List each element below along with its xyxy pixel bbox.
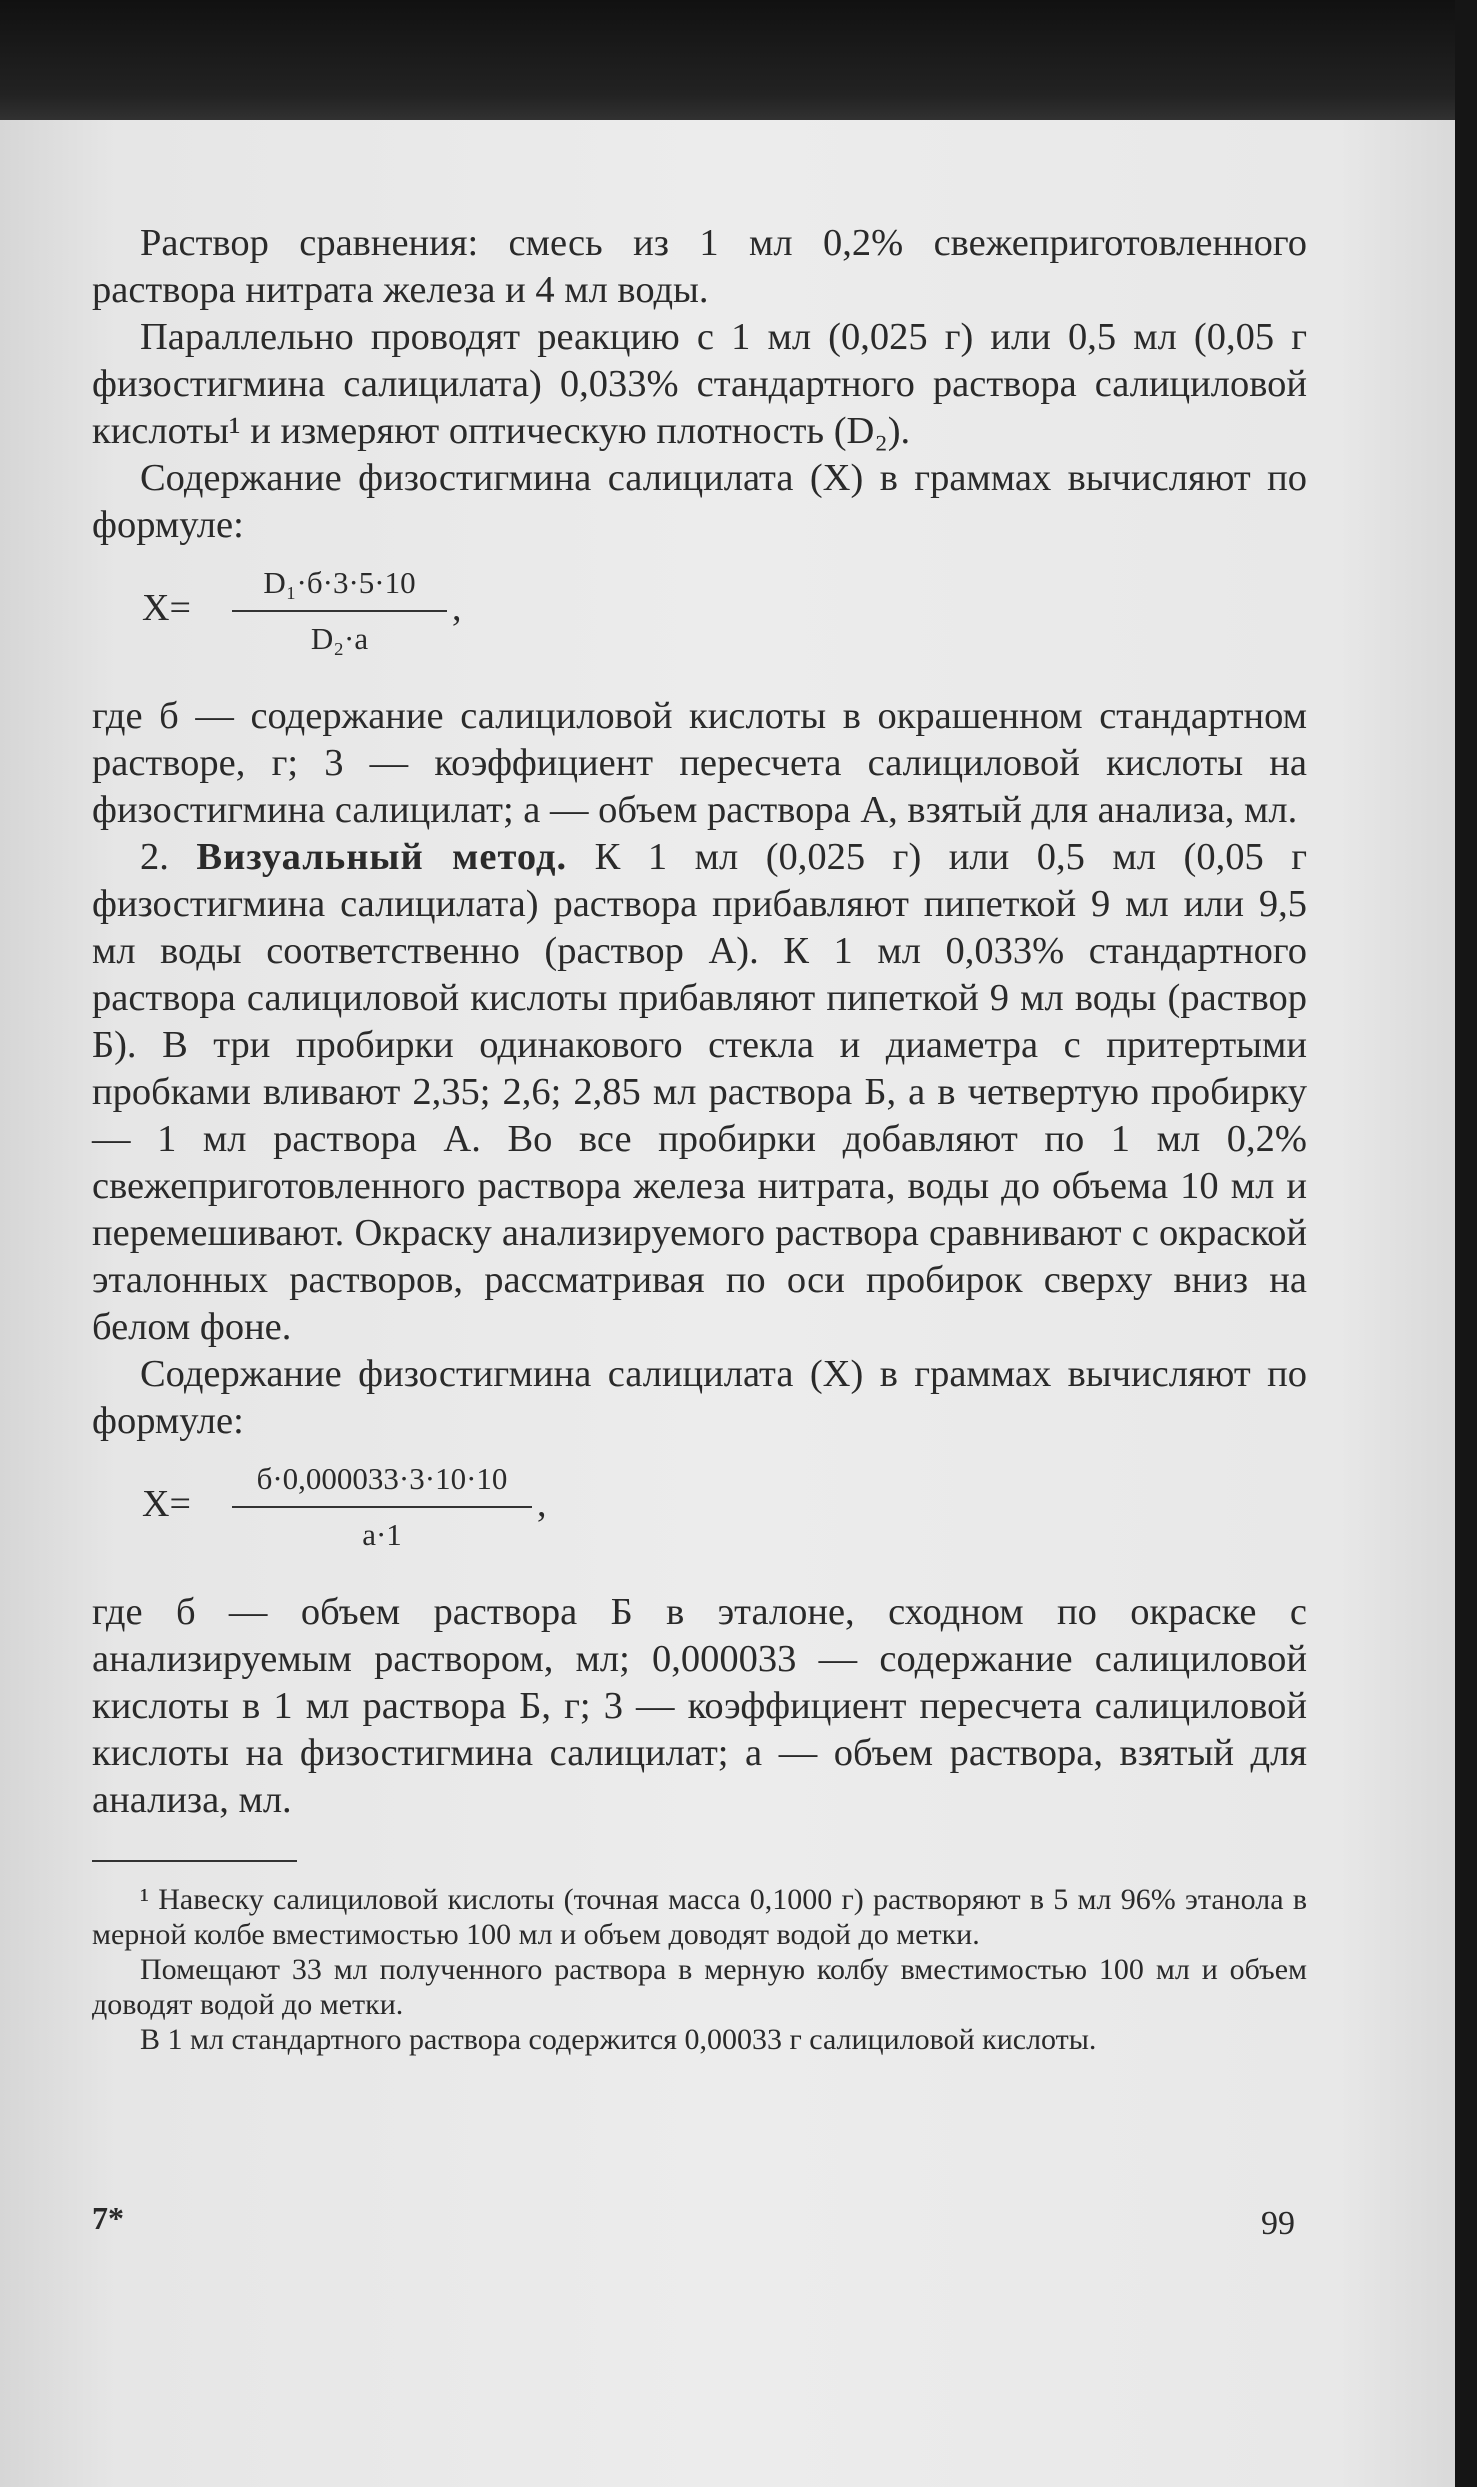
paragraph-formula-2-legend: где б — объем раствора Б в эталоне, сходном по окраске с анализируемым раствором, мл; 0,000033 — содержание салициловой кислоты в 1 мл раствора Б, г; 3 — коэффициент пересчета салициловой кислоты на физостигмина салицилат; а — объем раствора, взятый для анализа, мл. xyxy=(92,1591,1307,1821)
paragraph-reference-solution: Раствор сравнения: смесь из 1 мл 0,2% свежеприготовленного раствора нитрата железа и 4 мл воды. xyxy=(92,222,1307,311)
formula-2-comma: , xyxy=(537,1483,547,1525)
scan-border-top xyxy=(0,0,1477,135)
section-heading: Визуальный метод. xyxy=(196,836,568,878)
paragraph-visual-method xyxy=(92,834,1307,1351)
formula-2-denominator: a·1 xyxy=(362,1517,402,1552)
formula-2-numerator: б·0,000033·3·10·10 xyxy=(232,1455,532,1508)
section-number: 2. xyxy=(140,836,197,878)
book-page xyxy=(0,120,1455,2487)
paragraph-parallel-reaction: Параллельно проводят реакцию с 1 мл (0,025 г) или 0,5 мл (0,05 г физостигмина салицилата) 0,033% стандартного раствора салициловой кислоты¹ и измеряют оптическую плотность (D₂). xyxy=(92,316,1307,452)
formula-2 xyxy=(92,1447,1307,1567)
footnote-divider xyxy=(92,1860,297,1862)
section-text: К 1 мл (0,025 г) или 0,5 мл (0,05 г физостигмина салицилата) раствора прибавляют пипеткой 9 мл или 9,5 мл воды соответственно (раствор А). К 1 мл 0,033% стандартного раствора салициловой кислоты прибавляют пипеткой 9 мл воды (раствор Б). В три пробирки одинакового стекла и диаметра с притертыми пробками вливают 2,35; 2,6; 2,85 мл раствора Б, а в четвертую пробирку — 1 мл раствора А. Во все пробирки добавляют по 1 мл 0,2% свежеприготовленного раствора железа нитрата, воды до объема 10 мл и перемешивают. Окраску анализируемого раствора сравнивают с окраской эталонных растворов, рассматривая по оси пробирок сверху вниз на белом фоне. xyxy=(92,836,1308,1348)
footnote-1: ¹ Навеску салициловой кислоты (точная масса 0,1000 г) растворяют в 5 мл 96% этанола в мерной колбе вместимостью 100 мл и объем доводят водой до метки. xyxy=(92,1883,1307,1951)
footnote-1-continued: Помещают 33 мл полученного раствора в мерную колбу вместимостью 100 мл и объем доводят водой до метки. xyxy=(92,1953,1307,2021)
scan-border-right xyxy=(1455,0,1477,2487)
formula-1-denominator: D₂·a xyxy=(310,621,369,656)
paragraph-formula-1-legend: где б — содержание салициловой кислоты в окрашенном стандартном растворе, г; 3 — коэффициент пересчета салициловой кислоты на физостигмина салицилат; а — объем раствора А, взятый для анализа, мл. xyxy=(92,695,1307,831)
formula-1 xyxy=(92,551,1307,671)
formula-2-lhs: X= xyxy=(142,1483,191,1525)
signature-mark: 7* xyxy=(92,2200,124,2236)
paragraph-formula-intro-2: Содержание физостигмина салицилата (X) в граммах вычисляют по формуле: xyxy=(92,1353,1307,1442)
formula-1-lhs: X= xyxy=(142,587,191,629)
formula-1-comma: , xyxy=(452,587,462,629)
footnote-1-final: В 1 мл стандартного раствора содержится 0,00033 г салициловой кислоты. xyxy=(140,2023,1097,2056)
paragraph-formula-intro-1: Содержание физостигмина салицилата (X) в граммах вычисляют по формуле: xyxy=(92,457,1307,546)
page-body xyxy=(92,220,1307,2057)
page-number: 99 xyxy=(1261,2205,1295,2242)
formula-1-numerator: D₁·б·3·5·10 xyxy=(232,559,447,612)
footnotes xyxy=(92,1882,1307,2057)
